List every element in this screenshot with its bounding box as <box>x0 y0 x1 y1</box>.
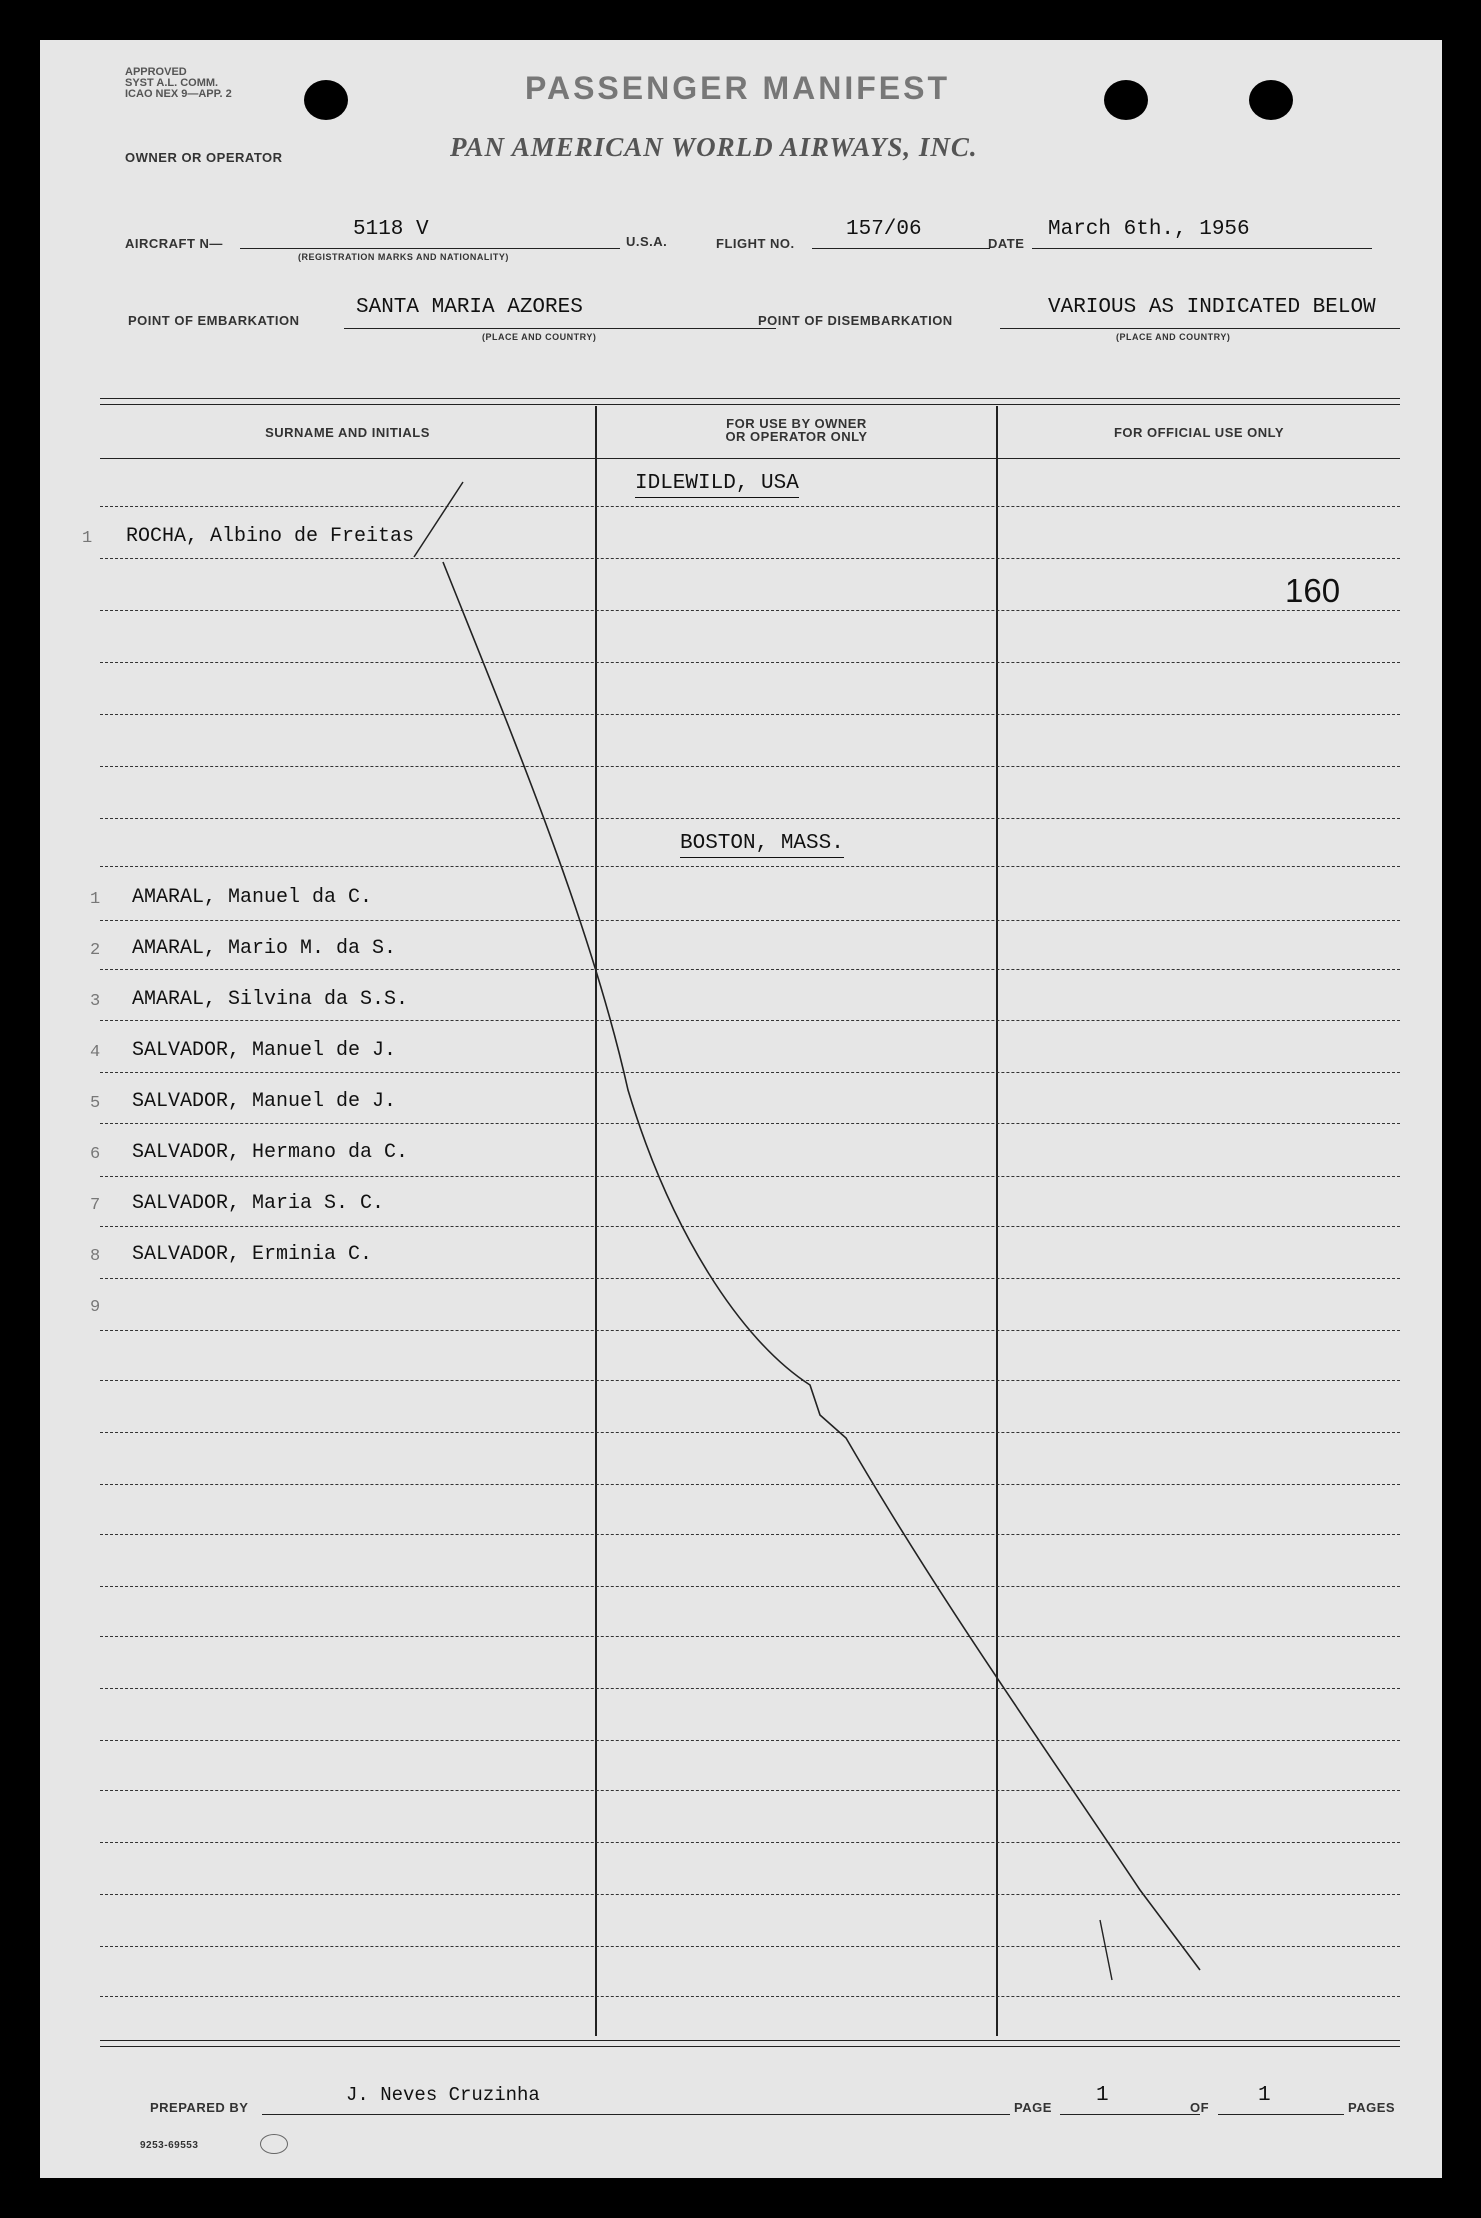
col-owner-header-line: OR OPERATOR ONLY <box>725 429 868 444</box>
approved-line: APPROVED <box>125 66 187 78</box>
manifest-sheet <box>40 40 1442 2178</box>
page-underline <box>1060 2084 1200 2115</box>
pages-label: PAGES <box>1348 2100 1396 2115</box>
of-label: OF <box>1190 2100 1210 2115</box>
owner-label: OWNER OR OPERATOR <box>125 150 283 165</box>
prepared-label: PREPARED BY <box>150 2100 249 2115</box>
printer-mark-icon <box>260 2134 288 2154</box>
disembark-sub: (PLACE AND COUNTRY) <box>1116 332 1231 342</box>
of-underline <box>1218 2084 1344 2115</box>
col-official-header: FOR OFFICIAL USE ONLY <box>1113 425 1285 440</box>
passenger-name: SALVADOR, Erminia C. <box>132 1243 373 1266</box>
passenger-name: ROCHA, Albino de Freitas <box>126 525 415 548</box>
passenger-name: SALVADOR, Manuel de J. <box>132 1090 397 1113</box>
owner-value: PAN AMERICAN WORLD AIRWAYS, INC. <box>450 132 978 162</box>
passenger-name: AMARAL, Manuel da C. <box>132 886 373 909</box>
date-label: DATE <box>988 236 1025 251</box>
passenger-number: 2 <box>90 941 101 960</box>
passenger-name: SALVADOR, Maria S. C. <box>132 1192 385 1215</box>
disembark-value: VARIOUS AS INDICATED BELOW <box>1048 296 1376 319</box>
embark-value: SANTA MARIA AZORES <box>356 296 583 319</box>
usa-label: U.S.A. <box>626 234 668 249</box>
flight-value: 157/06 <box>846 218 922 241</box>
col-owner-header-line: FOR USE BY OWNER <box>726 416 867 431</box>
approved-line: ICAO NEX 9—APP. 2 <box>125 88 232 100</box>
page-label: PAGE <box>1014 2100 1052 2115</box>
passenger-number: 6 <box>90 1145 101 1164</box>
destination-idlewild: IDLEWILD, USA <box>635 472 799 498</box>
passenger-number: 8 <box>90 1247 101 1266</box>
passenger-name: AMARAL, Mario M. da S. <box>132 937 397 960</box>
aircraft-sub: (REGISTRATION MARKS AND NATIONALITY) <box>298 252 509 262</box>
passenger-number: 9 <box>90 1298 101 1317</box>
passenger-name: SALVADOR, Manuel de J. <box>132 1039 397 1062</box>
approved-line: SYST A.L. COMM. <box>125 77 219 89</box>
disembark-label: POINT OF DISEMBARKATION <box>758 313 953 328</box>
official-number: 160 <box>1285 572 1341 609</box>
footer-rule <box>100 2046 1400 2047</box>
handwritten-strike <box>40 40 1442 2178</box>
prepared-value: J. Neves Cruzinha <box>346 2084 540 2106</box>
date-value: March 6th., 1956 <box>1048 218 1250 241</box>
passenger-number: 5 <box>90 1094 101 1113</box>
passenger-number: 1 <box>90 890 101 909</box>
aircraft-value: 5118 V <box>353 218 429 241</box>
flight-label: FLIGHT NO. <box>716 236 795 251</box>
footer-rule <box>100 2040 1400 2041</box>
passenger-number: 1 <box>82 529 93 548</box>
page-title: PASSENGER MANIFEST <box>525 70 950 106</box>
of-value: 1 <box>1258 2084 1271 2107</box>
passenger-number: 7 <box>90 1196 101 1215</box>
passenger-number: 4 <box>90 1043 101 1062</box>
passenger-number: 3 <box>90 992 101 1011</box>
embark-sub: (PLACE AND COUNTRY) <box>482 332 597 342</box>
aircraft-label: AIRCRAFT N— <box>125 236 223 251</box>
col-surname-header: SURNAME AND INITIALS <box>265 425 430 440</box>
embark-label: POINT OF EMBARKATION <box>128 313 300 328</box>
form-code: 9253-69553 <box>140 2140 199 2151</box>
passenger-name: SALVADOR, Hermano da C. <box>132 1141 409 1164</box>
page-value: 1 <box>1096 2084 1109 2107</box>
passenger-name: AMARAL, Silvina da S.S. <box>132 988 409 1011</box>
destination-boston: BOSTON, MASS. <box>680 832 844 858</box>
